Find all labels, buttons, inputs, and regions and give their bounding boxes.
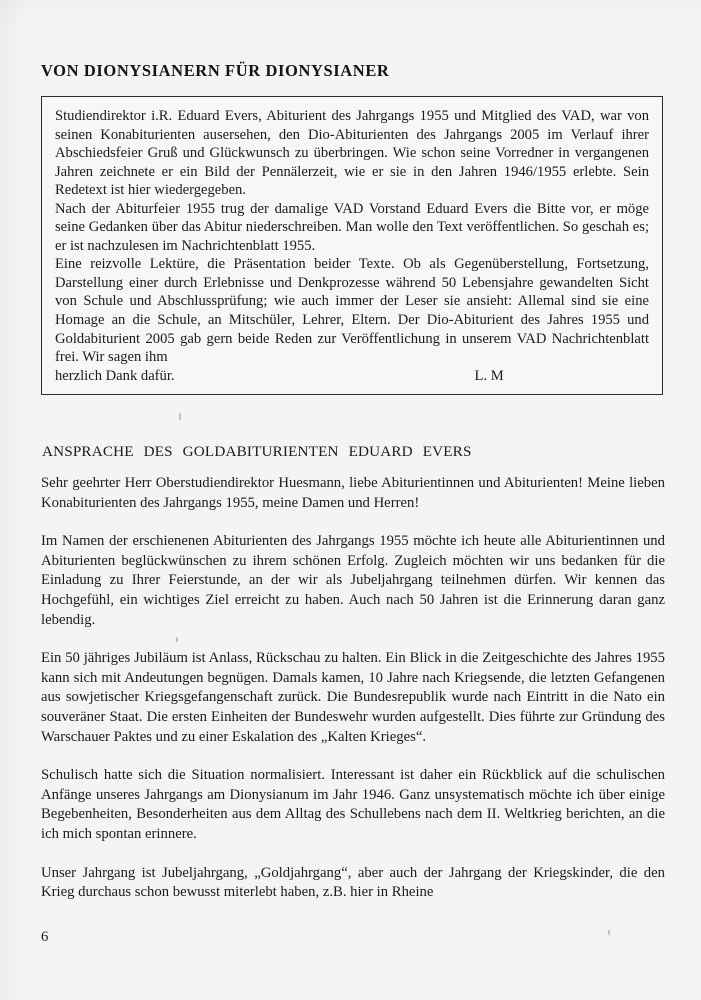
section-heading-speech: ANSPRACHE DES GOLDABITURIENTEN EDUARD EVERS <box>42 443 472 460</box>
speech-paragraph-2: Im Namen der erschienenen Abiturienten des Jahrgangs 1955 möchte ich heute alle Abiturientinnen und Abiturienten beglückwünschen zu ihrem schönen Erfolg. Zugleich möchten wir uns bedanken für die Einladung zu Ihrer Feierstunde, an der wir als Jubeljahrgang teilnehmen dürfen. Wir kennen das Hochgefühl, ein wichtiges Ziel erreicht zu haben. Auch nach 50 Jahren ist die Erinnerung daran ganz lebendig. <box>41 533 665 628</box>
speech-paragraph-4: Schulisch hatte sich die Situation normalisiert. Interessant ist daher ein Rückblick auf die schulischen Anfänge unseres Jahrgangs am Dionysianum im Jahr 1946. Ganz unsystematisch möchte ich über einige Begebenheiten, Besonderheiten aus dem Alltag des Schullebens nach dem II. Weltkrieg berichten, an die ich mich spontan erinnere. <box>41 767 665 842</box>
speech-paragraph-3: Ein 50 jähriges Jubiläum ist Anlass, Rückschau zu halten. Ein Blick in die Zeitgeschichte des Jahres 1955 kann sich mit Andeutungen begnügen. Damals kamen, 10 Jahre nach Kriegsende, die letzten Gefangenen aus sowjetischer Kriegsgefangenschaft zurück. Die Bundesrepublik wurde nach Eintritt in die Nato ein souveräner Staat. Die ersten Einheiten der Bundeswehr wurden aufgestellt. Dies führte zur Gründung des Warschauer Paktes und zu einer Eskalation des „Kalten Krieges“. <box>41 650 665 745</box>
page-title: VON DIONYSIANERN FÜR DIONYSIANER <box>41 61 390 80</box>
notice-signature-row <box>55 367 649 386</box>
notice-closing-text: herzlich Dank dafür. <box>55 367 175 384</box>
scan-artifact <box>176 637 178 642</box>
notice-paragraph-1: Studiendirektor i.R. Eduard Evers, Abiturient des Jahrgangs 1955 und Mitglied des VAD, war von seinen Konabiturienten ausersehen, den Dio-Abiturienten des Jahrgangs 2005 im Verlauf ihrer Abschiedsfeier Gruß und Glückwunsch zu überbringen. Wie schon seine Vorredner in vergangenen Jahren zeichnete er ein Bild der Pennälerzeit, wie er sie in den Jahren 1946/1955 erlebte. Sein Redetext ist hier wiedergegeben. <box>55 108 649 199</box>
page-number: 6 <box>41 929 49 945</box>
speech-body <box>41 474 665 903</box>
speech-paragraph-1: Sehr geehrter Herr Oberstudiendirektor Huesmann, liebe Abiturientinnen und Abiturienten! Meine lieben Konabiturienten des Jahrgangs 1955, meine Damen und Herren! <box>41 475 665 511</box>
speech-paragraph-5: Unser Jahrgang ist Jubeljahrgang, „Goldjahrgang“, aber auch der Jahrgang der Kriegskinder, die den Krieg durchaus schon bewusst miterlebt haben, z.B. hier in Rheine <box>41 864 665 901</box>
editorial-notice-box <box>41 96 663 395</box>
scan-artifact <box>608 930 610 935</box>
notice-paragraph-3: Eine reizvolle Lektüre, die Präsentation beider Texte. Ob als Gegenüberstellung, Fortsetzung, Darstellung einer durch Erlebnisse und Denkprozesse während 50 Lebensjahre gewandelten Sicht von Schule und Abschlussprüfung; wie auch immer der Leser sie ansieht: Allemal sind sie eine Homage an die Schule, an Mitschüler, Lehrer, Eltern. Der Dio-Abiturient des Jahres 1955 und Goldabiturient 2005 gab gern beide Reden zur Veröffentlichung in unserem VAD Nachrichtenblatt frei. Wir sagen ihm <box>55 256 649 366</box>
scan-artifact <box>179 413 181 420</box>
notice-paragraph-2: Nach der Abiturfeier 1955 trug der damalige VAD Vorstand Eduard Evers die Bitte vor, er möge seine Gedanken über das Abitur niederschreiben. Man wolle den Text veröffentlichen. So geschah es; er ist nachzulesen im Nachrichtenblatt 1955. <box>55 200 649 254</box>
notice-signature: L. M <box>474 367 504 384</box>
